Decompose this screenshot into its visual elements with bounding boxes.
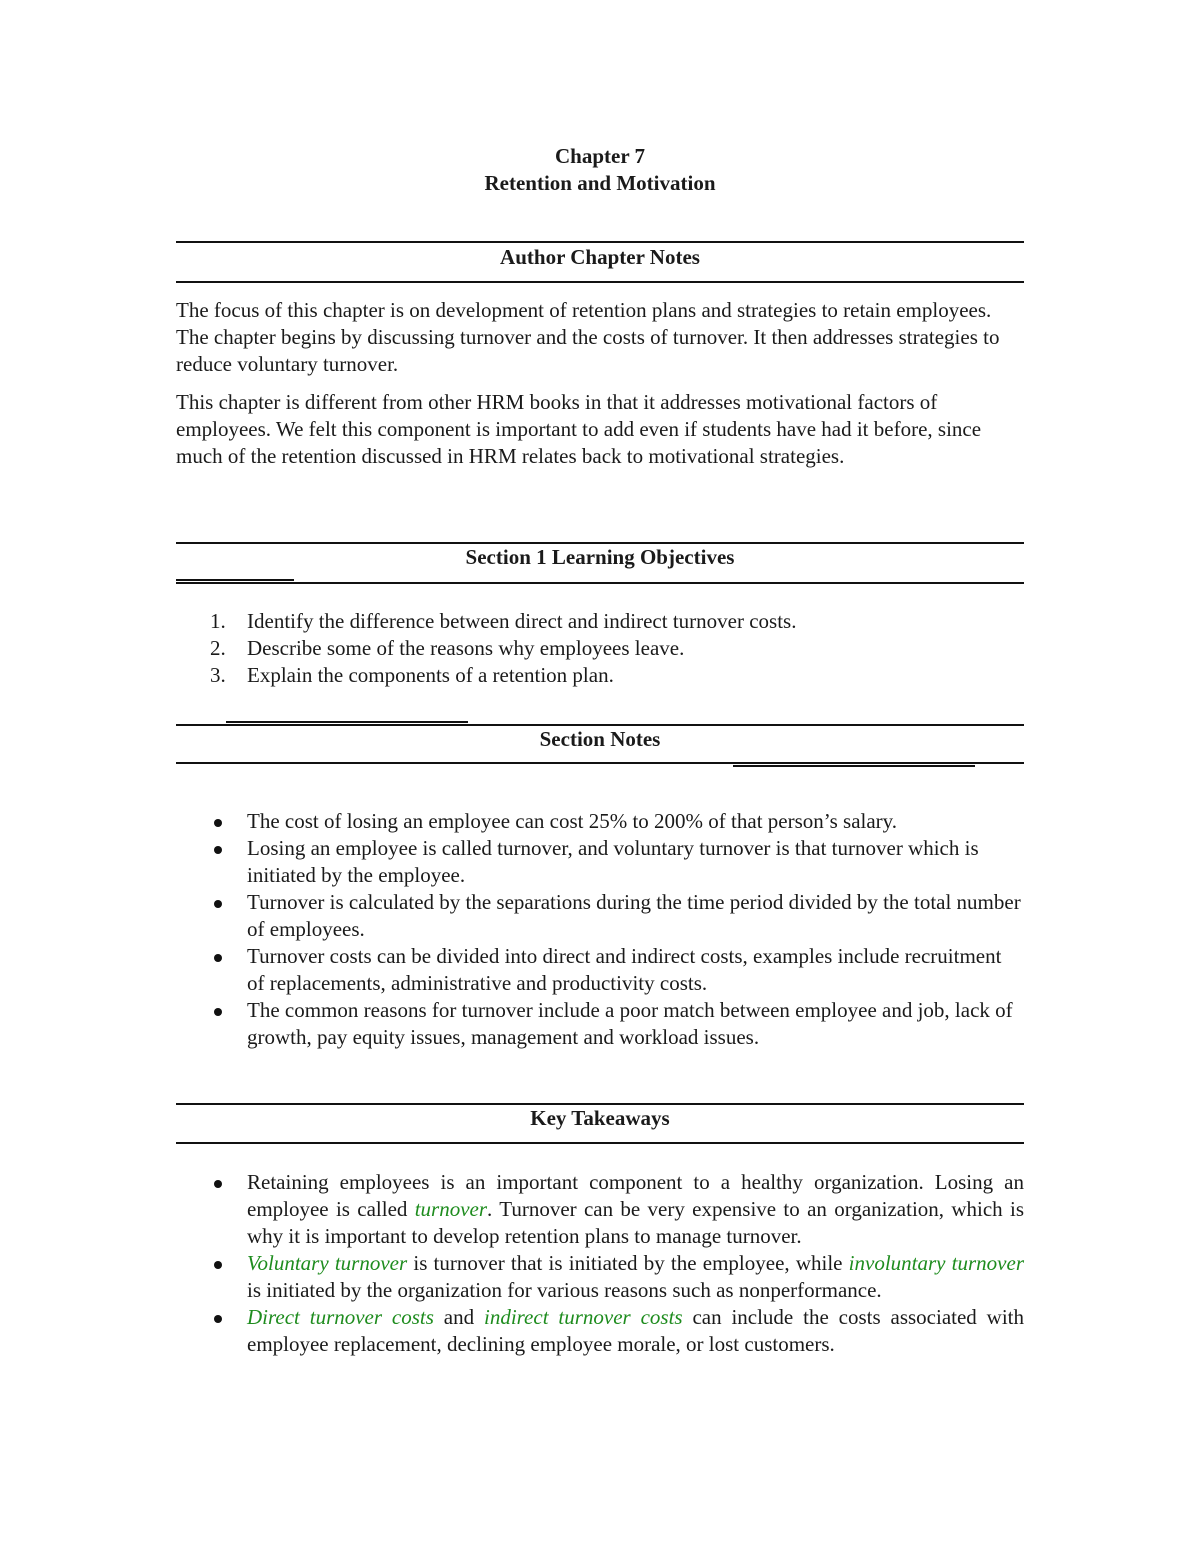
key-term: Voluntary turnover <box>247 1251 408 1275</box>
note-text: Losing an employee is called turnover, and voluntary turnover is that turnover which is initiated by the employee. <box>247 836 979 887</box>
key-term: indirect turnover costs <box>483 1305 683 1329</box>
takeaway-text: is turnover that is initiated by the employee, while <box>407 1251 849 1275</box>
objective-text: Describe some of the reasons why employees leave. <box>247 636 685 660</box>
list-item <box>176 943 1024 997</box>
divider-rule-segment <box>733 765 975 767</box>
chapter-title: Retention and Motivation <box>484 171 716 195</box>
key-term: involuntary turnover <box>848 1251 1024 1275</box>
list-item <box>176 1250 1024 1304</box>
divider-rule <box>176 241 1024 243</box>
section-notes-list <box>176 808 1024 1051</box>
list-item <box>176 1169 1024 1250</box>
bullet-icon <box>214 900 222 908</box>
takeaway-text: can include the costs associated with employee replacement, declining employee morale, or lost customers. <box>247 1305 1024 1356</box>
author-notes-heading: Author Chapter Notes <box>500 245 700 269</box>
section-notes-heading: Section Notes <box>539 727 661 751</box>
note-text: The common reasons for turnover include a poor match between employee and job, lack of growth, pay equity issues, management and workload issues. <box>247 998 1013 1049</box>
objective-text: Identify the difference between direct and indirect turnover costs. <box>247 609 797 633</box>
list-item <box>176 997 1024 1051</box>
bullet-icon <box>214 819 222 827</box>
takeaway-text: is initiated by the organization for various reasons such as nonperformance. <box>247 1278 882 1302</box>
list-item <box>176 889 1024 943</box>
divider-rule <box>176 1142 1024 1144</box>
key-takeaways-list <box>176 1169 1024 1358</box>
list-item <box>176 635 1024 662</box>
takeaway-text: . Turnover can be very expensive to an organization, which is why it is important to develop retention plans to manage turnover. <box>247 1197 1024 1248</box>
bullet-icon <box>214 1180 222 1188</box>
list-item <box>176 608 1024 635</box>
author-notes-paragraph-1: The focus of this chapter is on development of retention plans and strategies to retain employees. The chapter begins by discussing turnover and the costs of turnover. It then addresses strategies to reduce voluntary turnover. <box>176 298 1000 376</box>
list-number: 1. <box>210 609 226 633</box>
bullet-icon <box>214 954 222 962</box>
takeaway-text: Retaining employees is an important component to a healthy organization. Losing an employee is called <box>247 1170 1024 1221</box>
list-number: 3. <box>210 663 226 687</box>
key-takeaways-heading: Key Takeaways <box>530 1106 670 1130</box>
list-item <box>176 808 1024 835</box>
divider-rule-segment <box>226 721 468 723</box>
note-text: The cost of losing an employee can cost 25% to 200% of that person’s salary. <box>247 809 898 833</box>
chapter-number: Chapter 7 <box>554 144 646 168</box>
list-number: 2. <box>210 636 226 660</box>
bullet-icon <box>214 846 222 854</box>
divider-rule-segment <box>176 579 294 581</box>
bullet-icon <box>214 1261 222 1269</box>
learning-objectives-list <box>176 608 1024 689</box>
author-notes-paragraph-2: This chapter is different from other HRM books in that it addresses motivational factors of employees. We felt this component is important to add even if students have had it before, since much of the retention discussed in HRM relates back to motivational strategies. <box>176 390 982 468</box>
document-page <box>176 0 1024 1553</box>
list-item <box>176 835 1024 889</box>
list-item <box>176 662 1024 689</box>
list-item <box>176 1304 1024 1358</box>
key-term: Direct turnover costs <box>247 1305 434 1329</box>
note-text: Turnover costs can be divided into direct and indirect costs, examples include recruitment of replacements, administrative and productivity costs. <box>247 944 1002 995</box>
takeaway-text: and <box>433 1305 484 1329</box>
learning-objectives-heading: Section 1 Learning Objectives <box>465 545 735 569</box>
divider-rule <box>176 281 1024 283</box>
bullet-icon <box>214 1008 222 1016</box>
divider-rule <box>176 762 1024 764</box>
bullet-icon <box>214 1315 222 1323</box>
objective-text: Explain the components of a retention plan. <box>247 663 614 687</box>
key-term: turnover <box>414 1197 488 1221</box>
note-text: Turnover is calculated by the separations during the time period divided by the total number of employees. <box>247 890 1021 941</box>
divider-rule <box>176 582 1024 584</box>
